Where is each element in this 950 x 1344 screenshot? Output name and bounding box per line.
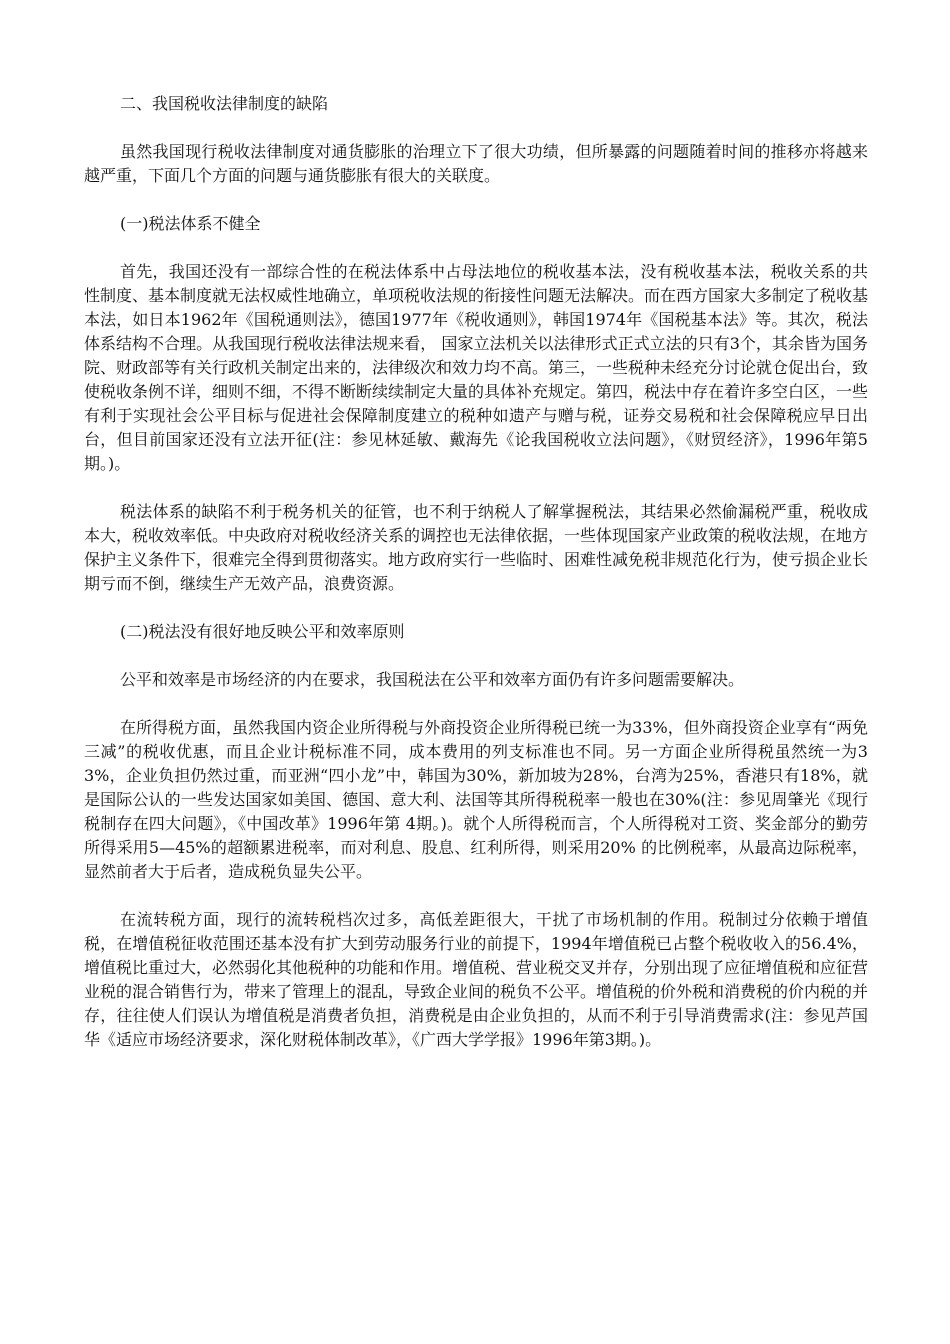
paragraph-fairness-efficiency: 公平和效率是市场经济的内在要求，我国税法在公平和效率方面仍有许多问题需要解决。 [120, 670, 745, 689]
paragraph-tax-system-consequences: 税法体系的缺陷不利于税务机关的征管，也不利于纳税人了解掌握税法，其结果必然偷漏税严重，税收成本大，税收效率低。中央政府对税收经济关系的调控也无法律依据，一些体现国家产业政策的税收法规，在地方保护主义条件下，很难完全得到贯彻落实。地方政府实行一些临时、困难性减免税非规范化行为，使亏损企业长期亏而不倒，继续生产无效产品，浪费资源。 [84, 502, 869, 593]
paragraph-income-tax: 在所得税方面，虽然我国内资企业所得税与外商投资企业所得税已统一为33%，但外商投资企业享有“两免三减”的税收优惠，而且企业计税标准不同，成本费用的列支标准也不同。另一方面企业所得税虽然统一为33%，企业负担仍然过重，而亚洲“四小龙”中，韩国为30%，新加坡为28%，台湾为25%，香港只有18%，就是国际公认的一些发达国家如美国、德国、意大利、法国等其所得税税率一般也在30%(注：参见周肇光《现行税制存在四大问题》，《中国改革》1996年第 4期。)。就个人所得税而言，个人所得税对工资、奖金部分的勤劳所得采用5—45%的超额累进税率，而对利息、股息、红利所得，则采用20% 的比例税率，从最高边际税率，显然前者大于后者，造成税负显失公平。 [84, 718, 868, 881]
paragraph-turnover-tax: 在流转税方面，现行的流转税档次过多，高低差距很大，干扰了市场机制的作用。税制过分依赖于增值税，在增值税征收范围还基本没有扩大到劳动服务行业的前提下，1994年增值税已占整个税收收入的56.4%，增值税比重过大，必然弱化其他税种的功能和作用。增值税、营业税交叉并存，分别出现了应征增值税和应征营业税的混合销售行为，带来了管理上的混乱，导致企业间的税负不公平。增值税的价外税和消费税的价内税的并存，往往使人们误认为增值税是消费者负担，消费税是由企业负担的，从而不利于引导消费需求(注：参见芦国华《适应市场经济要求，深化财税体制改革》，《广西大学学报》1996年第3期。)。 [84, 910, 869, 1049]
section-title: 二、我国税收法律制度的缺陷 [120, 94, 329, 113]
intro-paragraph: 虽然我国现行税收法律制度对通货膨胀的治理立下了很大功绩，但所暴露的问题随着时间的推移亦将越来越严重，下面几个方面的问题与通货膨胀有很大的关联度。 [84, 142, 868, 185]
subsection-title-1: (一)税法体系不健全 [120, 214, 261, 233]
subsection-title-2: (二)税法没有很好地反映公平和效率原则 [120, 622, 405, 641]
document-body [84, 92, 868, 1076]
paragraph-tax-system-gaps: 首先，我国还没有一部综合性的在税法体系中占母法地位的税收基本法，没有税收基本法，税收关系的共性制度、基本制度就无法权威性地确立，单项税收法规的衔接性问题无法解决。而在西方国家大多制定了税收基本法，如日本1962年《国税通则法》，德国1977年《税收通则》，韩国1974年《国税基本法》等。其次，税法体系结构不合理。从我国现行税收法律法规来看， 国家立法机关以法律形式正式立法的只有3个，其余皆为国务院、财政部等有关行政机关制定出来的，法律级次和效力均不高。第三，一些税种未经充分讨论就仓促出台，致使税收条例不详，细则不细，不得不断断续续制定大量的具体补充规定。第四，税法中存在着许多空白区，一些有利于实现社会公平目标与促进社会保障制度建立的税种如遗产与赠与税，证券交易税和社会保障税应早日出台，但目前国家还没有立法开征(注：参见林延敏、戴海先《论我国税收立法问题》，《财贸经济》，1996年第5期。)。 [84, 262, 869, 473]
